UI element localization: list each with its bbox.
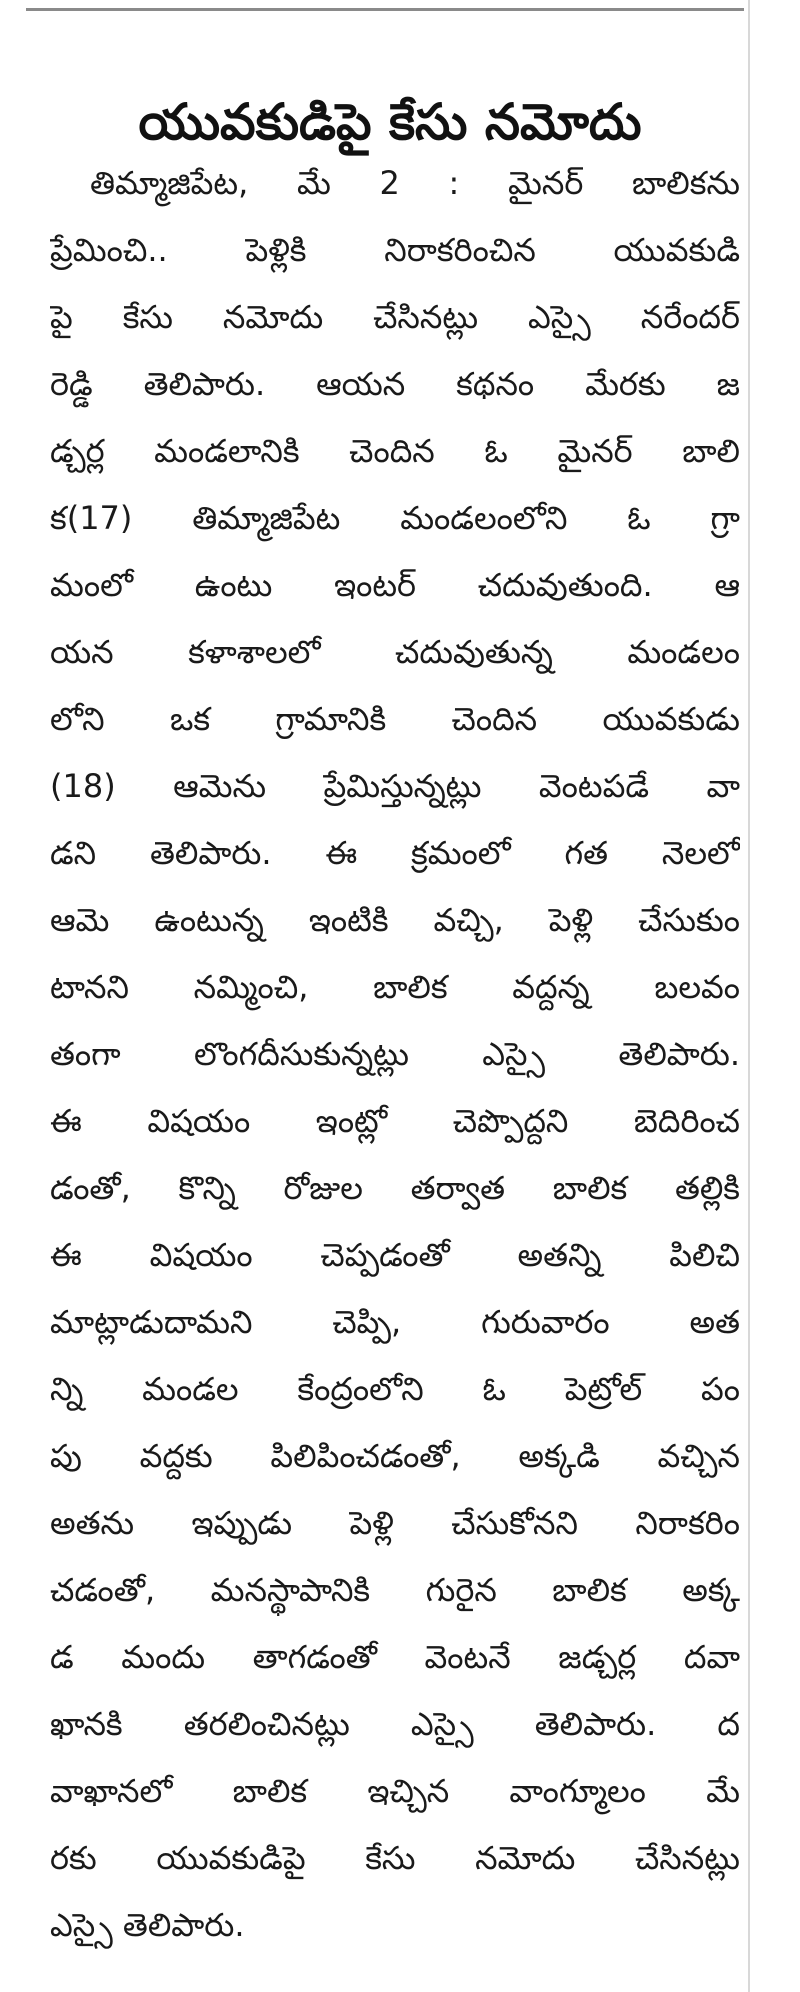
body-line: ఈ విషయం ఇంట్లో చెప్పొద్దని బెదిరించ <box>50 1102 740 1140</box>
body-line: చడంతో, మనస్థాపానికి గురైన బాలిక అక్క <box>50 1571 740 1609</box>
body-line: డంతో, కొన్ని రోజుల తర్వాత బాలిక తల్లికి <box>50 1169 740 1207</box>
body-line: ఆమె ఉంటున్న ఇంటికి వచ్చి, పెళ్లి చేసుకుం <box>50 901 740 939</box>
body-line: ఖానకి తరలించినట్లు ఎస్సై తెలిపారు. ద <box>50 1705 740 1743</box>
body-line: పు వద్దకు పిలిపించడంతో, అక్కడి వచ్చిన <box>50 1437 740 1475</box>
body-line: యన కళాశాలలో చదువుతున్న మండలం <box>50 633 740 671</box>
body-line: మంలో ఉంటు ఇంటర్ చదువుతుంది. ఆ <box>50 566 740 604</box>
body-line: వాఖానలో బాలిక ఇచ్చిన వాంగ్మూలం మే <box>50 1772 740 1810</box>
body-line: ఎస్సై తెలిపారు. <box>50 1906 245 1944</box>
body-line: లోని ఒక గ్రామానికి చెందిన యువకుడు <box>50 700 740 738</box>
body-line: తిమ్మాజిపేట, మే 2 : మైనర్ బాలికను <box>90 164 740 202</box>
body-line: టానని నమ్మించి, బాలిక వద్దన్న బలవం <box>50 968 740 1006</box>
body-line: డ్చర్ల మండలానికి చెందిన ఓ మైనర్ బాలి <box>50 432 740 470</box>
body-line: (18) ఆమెను ప్రేమిస్తున్నట్లు వెంటపడే వా <box>50 767 740 805</box>
headline: యువకుడిపై కేసు నమోదు <box>138 92 642 151</box>
body-line: ఈ విషయం చెప్పడంతో అతన్ని పిలిచి <box>50 1236 740 1274</box>
column-rule <box>748 0 750 1992</box>
article-body <box>50 150 740 1959</box>
body-line: మాట్లాడుదామని చెప్పి, గురువారం అత <box>50 1303 740 1341</box>
body-line: క(17) తిమ్మాజిపేట మండలంలోని ఓ గ్రా <box>50 499 740 537</box>
body-line: రెడ్డి తెలిపారు. ఆయన కథనం మేరకు జ <box>50 365 740 403</box>
body-line: పై కేసు నమోదు చేసినట్లు ఎస్సై నరేందర్ <box>50 298 740 336</box>
body-line: అతను ఇప్పుడు పెళ్లి చేసుకోనని నిరాకరిం <box>50 1504 740 1542</box>
body-line: డ మందు తాగడంతో వెంటనే జడ్చర్ల దవా <box>50 1638 740 1676</box>
body-line: న్ని మండల కేంద్రంలోని ఓ పెట్రోల్ పం <box>50 1370 740 1408</box>
body-line: ప్రేమించి.. పెళ్లికి నిరాకరించిన యువకుడి <box>50 231 740 269</box>
body-line: రకు యువకుడిపై కేసు నమోదు చేసినట్లు <box>50 1839 740 1877</box>
body-line: డని తెలిపారు. ఈ క్రమంలో గత నెలలో <box>50 834 740 872</box>
body-line: తంగా లొంగదీసుకున్నట్లు ఎస్సై తెలిపారు. <box>50 1035 740 1073</box>
top-rule <box>26 8 744 11</box>
